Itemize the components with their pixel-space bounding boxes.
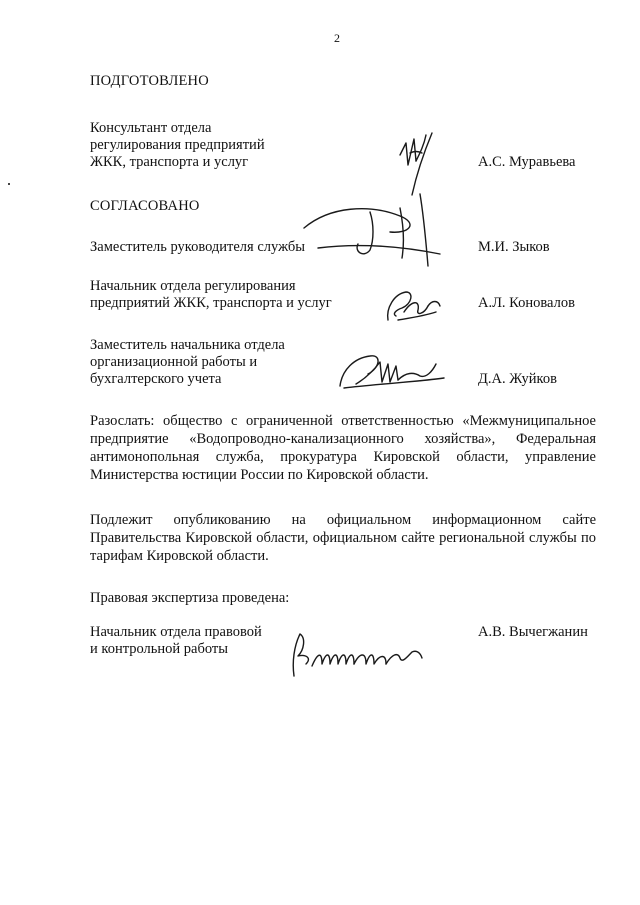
signature-vychegzhanin: [282, 628, 430, 680]
scan-speck: [8, 183, 10, 185]
prepared-position-line-3: ЖКК, транспорта и услуг: [90, 154, 249, 170]
distribution-paragraph: Разослать: общество с ограниченной ответственностью «Межмуниципальное предприятие «Водопроводно-канализационного хозяйства», Федеральная антимонопольная служба, прокуратура Кировской области, управление Министерства юстиции России по Кировской области.: [90, 413, 596, 483]
agreed-3-position-line-1: Заместитель начальника отдела: [90, 337, 285, 353]
agreed-2-name: А.Л. Коновалов: [478, 295, 575, 311]
agreed-3-name: Д.А. Жуйков: [478, 371, 557, 387]
agreed-3-position-line-2: организационной работы и: [90, 354, 258, 370]
legal-position-line-2: и контрольной работы: [90, 641, 228, 657]
prepared-signatory-name: А.С. Муравьева: [478, 154, 576, 170]
prepared-position-line-2: регулирования предприятий: [90, 137, 265, 153]
publication-paragraph: Подлежит опубликованию на официальном информационном сайте Правительства Кировской области, официальном сайте региональной службы по тарифам Кировской области.: [90, 512, 596, 564]
prepared-position-line-1: Консультант отдела: [90, 120, 212, 136]
agreed-1-name: М.И. Зыков: [478, 239, 550, 255]
legal-review-note: Правовая экспертиза проведена:: [90, 590, 290, 606]
agreed-3-position-line-3: бухгалтерского учета: [90, 371, 222, 387]
legal-signatory-name: А.В. Вычегжанин: [478, 624, 588, 640]
agreed-2-position-line-1: Начальник отдела регулирования: [90, 278, 296, 294]
prepared-heading: ПОДГОТОВЛЕНО: [90, 73, 209, 89]
signature-zykov: [300, 188, 450, 270]
legal-position-line-1: Начальник отдела правовой: [90, 624, 262, 640]
agreed-1-position-line-1: Заместитель руководителя службы: [90, 239, 306, 255]
page-number: 2: [334, 31, 340, 45]
agreed-heading: СОГЛАСОВАНО: [90, 198, 200, 214]
signature-konovalov: [378, 286, 448, 326]
signature-zhuykov: [336, 348, 448, 393]
agreed-2-position-line-2: предприятий ЖКК, транспорта и услуг: [90, 295, 332, 311]
